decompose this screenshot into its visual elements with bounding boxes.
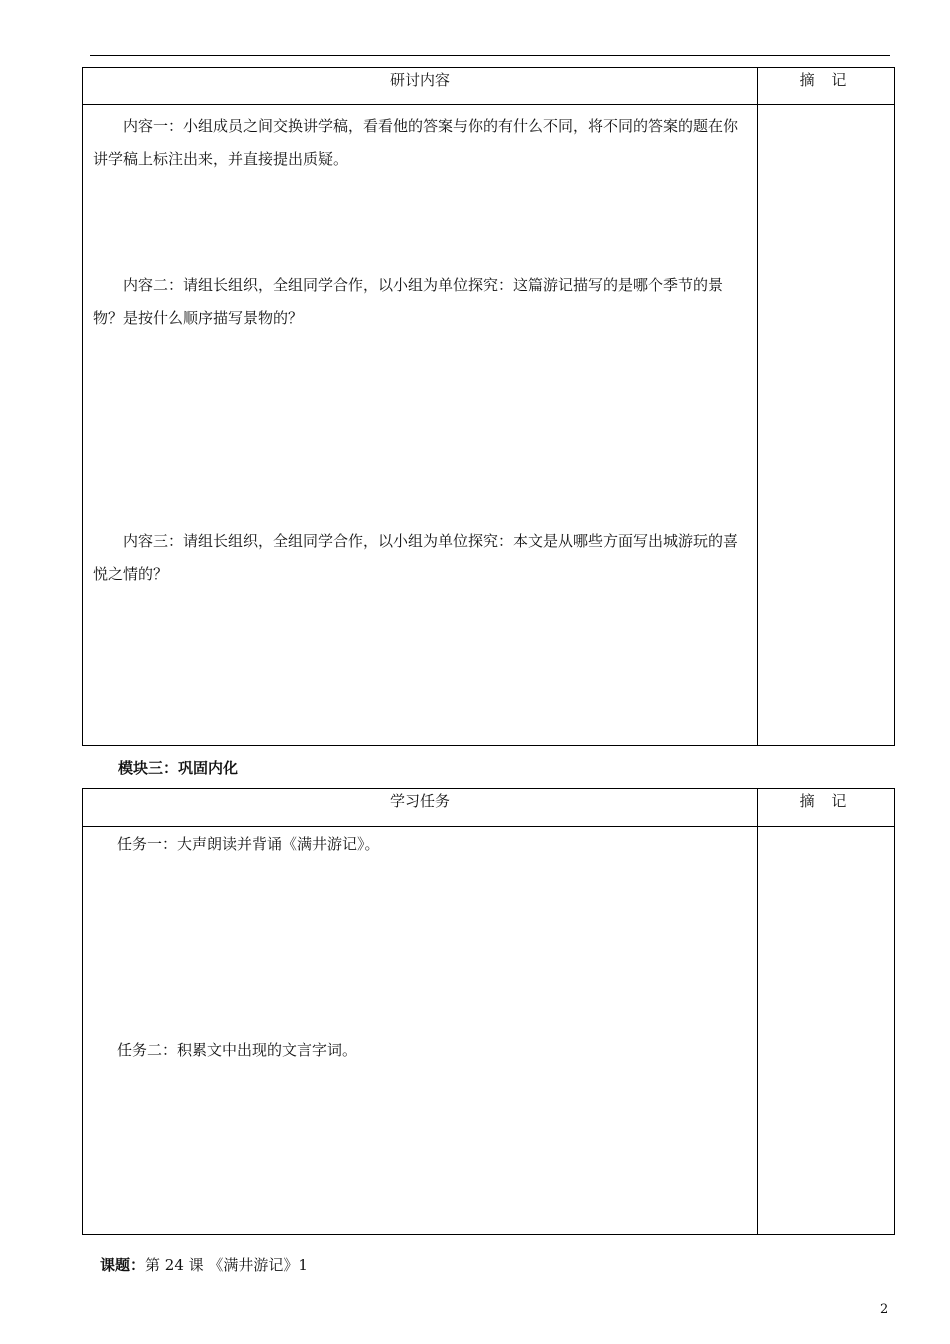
lesson-title-label: 课题： (100, 1256, 146, 1274)
task-header-main: 学习任务 (83, 789, 758, 827)
top-rule (90, 55, 890, 56)
task-item-1: 任务一：大声朗读并背诵《满井游记》。 (117, 835, 380, 853)
module-heading: 模块三：巩固内化 (118, 759, 239, 777)
discussion-content-cell (83, 105, 758, 746)
task-item-2: 任务二：积累文中出现的文言字词。 (117, 1041, 358, 1059)
discussion-item-3: 内容三：请组长组织，全组同学合作，以小组为单位探究：本文是从哪些方面写出城游玩的喜悦之情的？ (93, 532, 739, 583)
task-content-cell (83, 827, 758, 1235)
discussion-header-notes: 摘 记 (758, 68, 895, 105)
discussion-item-1: 内容一：小组成员之间交换讲学稿，看看他的答案与你的有什么不同，将不同的答案的题在你讲学稿上标注出来，并直接提出质疑。 (93, 117, 739, 168)
lesson-title-text: 第 24 课 《满井游记》1 (145, 1256, 308, 1274)
discussion-notes-cell[interactable] (758, 105, 895, 746)
task-notes-cell[interactable] (758, 827, 895, 1235)
discussion-table (82, 67, 895, 746)
lesson-title (100, 1254, 308, 1275)
task-table (82, 788, 895, 1235)
discussion-header-main: 研讨内容 (83, 68, 758, 105)
page-number: 2 (880, 1302, 889, 1317)
discussion-item-2: 内容二：请组长组织，全组同学合作，以小组为单位探究：这篇游记描写的是哪个季节的景物？是按什么顺序描写景物的？ (93, 276, 724, 327)
task-header-notes: 摘 记 (758, 789, 895, 827)
